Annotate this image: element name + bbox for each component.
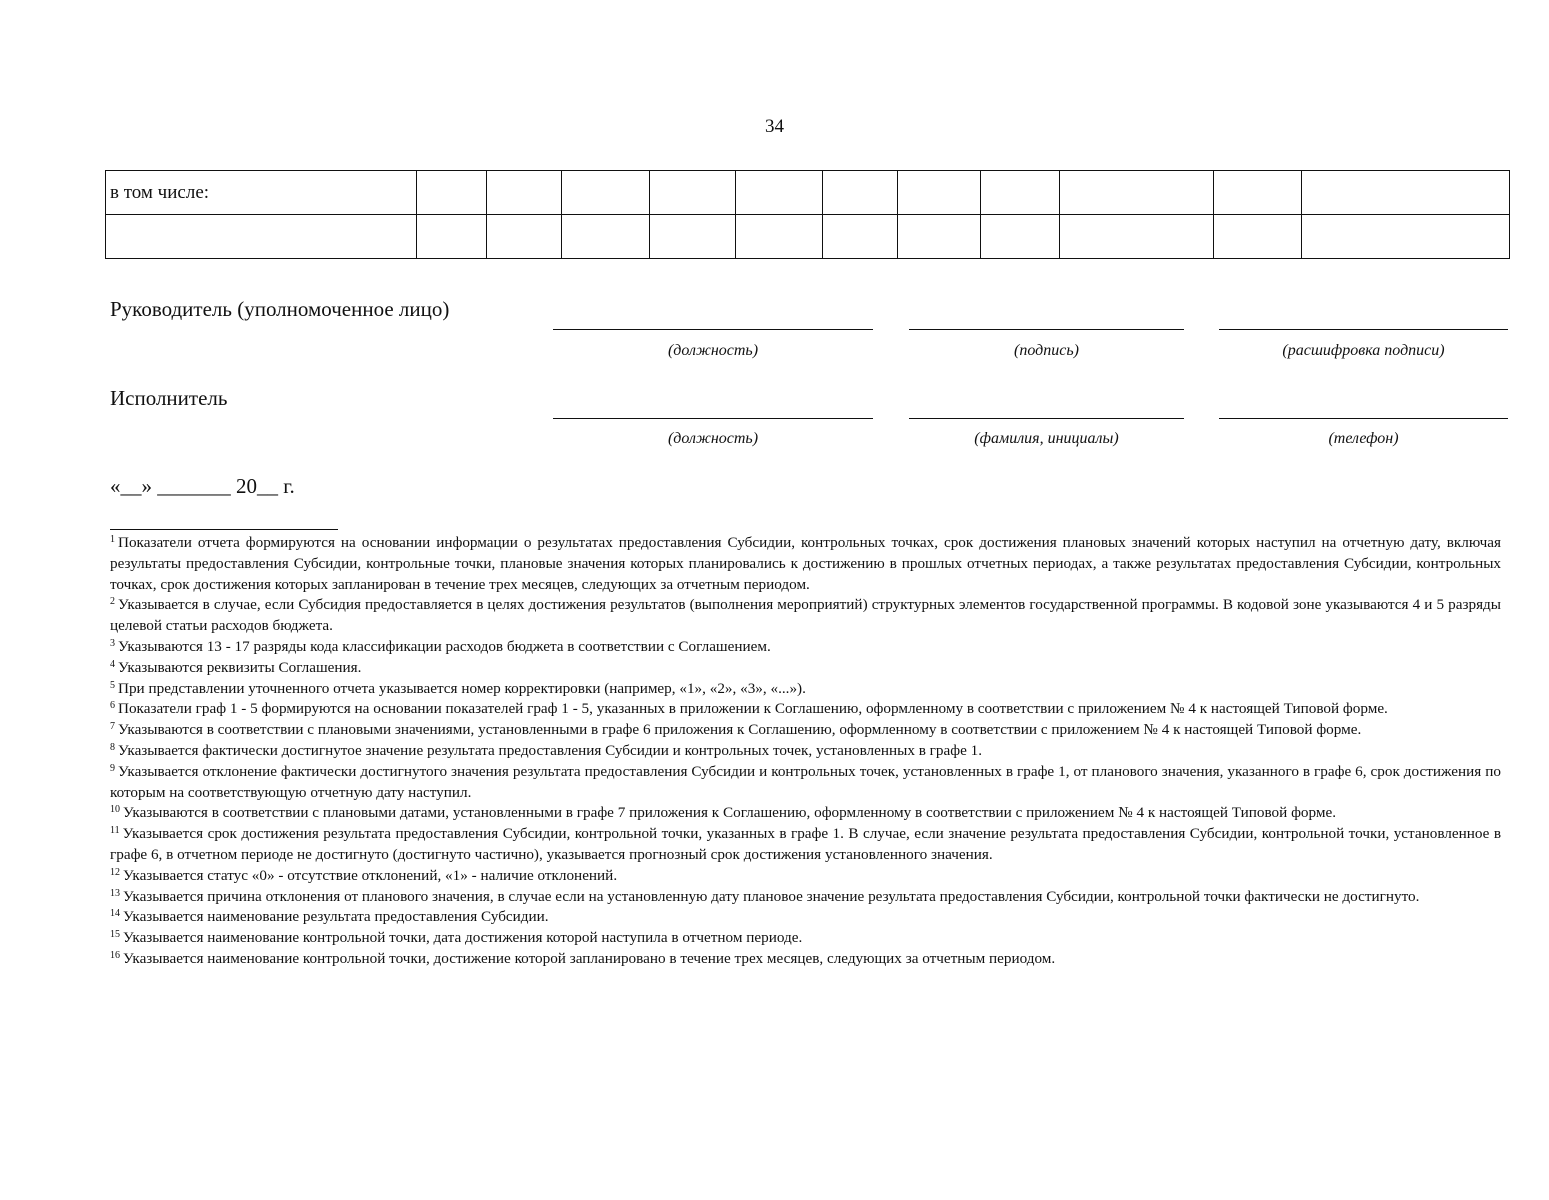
table-cell xyxy=(898,215,981,259)
footnote xyxy=(110,595,1501,637)
head-caption-position: (должность) xyxy=(667,342,759,359)
executor-caption-name: (фамилия, инициалы) xyxy=(974,430,1119,447)
footnote xyxy=(110,741,1501,762)
footnote-number: 13 xyxy=(110,887,120,899)
head-signature-line xyxy=(909,329,1184,330)
table-cell xyxy=(736,215,823,259)
table-cell xyxy=(823,171,898,215)
footnote-text: Указывается наименование результата предоставления Субсидии. xyxy=(123,908,549,926)
table-cell xyxy=(1214,215,1302,259)
footnote xyxy=(110,658,1501,679)
footnote-number: 12 xyxy=(110,866,120,878)
executor-caption-position: (должность) xyxy=(667,430,759,447)
table-cell xyxy=(823,215,898,259)
footnote-text: При представлении уточненного отчета указывается номер корректировки (например, «1», «2», «3», «...»). xyxy=(118,679,806,697)
footnote-text: Указывается причина отклонения от планового значения, в случае если на установленную дату плановое значение результата предоставления Субсидии, контрольной точки фактически не достигнуто. xyxy=(123,887,1420,905)
footnote-text: Указывается фактически достигнутое значение результата предоставления Субсидии и контрольных точек, установленных в графе 1. xyxy=(118,741,983,759)
table-cell xyxy=(1302,171,1510,215)
executor-phone-line xyxy=(1219,418,1508,419)
footnote xyxy=(110,679,1501,700)
table-row xyxy=(106,215,1510,259)
table-cell xyxy=(981,215,1060,259)
table-cell xyxy=(898,171,981,215)
footnote-number: 7 xyxy=(110,721,115,733)
table-cell: в том числе: xyxy=(106,171,417,215)
table-cell xyxy=(562,171,650,215)
footnote-number: 14 xyxy=(110,908,120,920)
report-table xyxy=(105,170,1510,259)
footnote-text: Показатели граф 1 - 5 формируются на основании показателей граф 1 - 5, указанных в приложении к Соглашению, оформленному в соответствии с приложением № 4 к настоящей Типовой форме. xyxy=(118,700,1388,718)
table-cell xyxy=(1060,215,1214,259)
footnote xyxy=(110,720,1501,741)
footnote-separator xyxy=(110,529,338,530)
footnote-text: Указываются в соответствии с плановыми значениями, установленными в графе 6 приложения к Соглашению, оформленному в соответствии с приложением № 4 к настоящей Типовой форме. xyxy=(118,721,1362,739)
footnote-number: 2 xyxy=(110,596,115,608)
footnote-number: 5 xyxy=(110,679,115,691)
footnote xyxy=(110,803,1501,824)
table-cell xyxy=(562,215,650,259)
table-cell xyxy=(1302,215,1510,259)
footnote-text: Показатели отчета формируются на основании информации о результатах предоставления Субсидии, контрольных точках, срок достижения плановых значений которых наступил на отчетную дату, включая результаты предоставления Субсидии, контрольные точки, плановые значения которых планировались к достижению в прошлых отчетных периодах, а также результатах предоставления Субсидии, контрольных точках, срок достижения которых запланирован в течение трех месяцев, следующих за отчетным периодом. xyxy=(110,534,1501,593)
page-number: 34 xyxy=(765,116,784,137)
head-caption-signature: (подпись) xyxy=(1014,342,1079,359)
table-row xyxy=(106,171,1510,215)
table-cell xyxy=(650,215,736,259)
table-cell xyxy=(981,171,1060,215)
footnote-text: Указывается наименование контрольной точки, достижение которой запланировано в течение трех месяцев, следующих за отчетным периодом. xyxy=(123,949,1056,967)
head-label: Руководитель (уполномоченное лицо) xyxy=(110,297,450,321)
footnote-number: 4 xyxy=(110,658,115,670)
footnote-number: 11 xyxy=(110,825,120,837)
footnotes xyxy=(110,533,1501,970)
table-cell xyxy=(487,215,562,259)
executor-name-line xyxy=(909,418,1184,419)
footnote xyxy=(110,928,1501,949)
footnote-text: Указывается статус «0» - отсутствие отклонений, «1» - наличие отклонений. xyxy=(123,866,618,884)
footnote-number: 16 xyxy=(110,949,120,961)
footnote xyxy=(110,637,1501,658)
executor-caption-phone: (телефон) xyxy=(1328,430,1399,447)
footnote-text: Указываются в соответствии с плановыми датами, установленными в графе 7 приложения к Соглашению, оформленному в соответствии с приложением № 4 к настоящей Типовой форме. xyxy=(123,804,1337,822)
executor-label: Исполнитель xyxy=(110,386,228,410)
table-cell xyxy=(650,171,736,215)
footnote-text: Указывается срок достижения результата предоставления Субсидии, контрольной точки, указанных в графе 1. В случае, если значение результата предоставления Субсидии, контрольной точки, установленное в графе 6, в отчетном периоде не достигнуто (достигнуто частично), указывается прогнозный срок достижения установленного значения. xyxy=(110,825,1501,863)
footnote xyxy=(110,824,1501,866)
footnote xyxy=(110,866,1501,887)
head-name-line xyxy=(1219,329,1508,330)
footnote xyxy=(110,533,1501,595)
footnote xyxy=(110,699,1501,720)
footnote xyxy=(110,949,1501,970)
footnote-number: 9 xyxy=(110,762,115,774)
footnote-number: 3 xyxy=(110,637,115,649)
footnote-text: Указывается наименование контрольной точки, дата достижения которой наступила в отчетном периоде. xyxy=(123,929,803,947)
table-cell xyxy=(417,171,487,215)
footnote-number: 1 xyxy=(110,534,115,545)
footnote-number: 8 xyxy=(110,741,115,753)
table-cell xyxy=(417,215,487,259)
footnote-number: 6 xyxy=(110,700,115,712)
table-cell xyxy=(736,171,823,215)
table-cell xyxy=(487,171,562,215)
table-cell xyxy=(106,215,417,259)
footnote xyxy=(110,907,1501,928)
footnote xyxy=(110,887,1501,908)
executor-position-line xyxy=(553,418,873,419)
head-caption-name: (расшифровка подписи) xyxy=(1282,342,1445,359)
footnote-number: 15 xyxy=(110,929,120,941)
footnote-text: Указываются 13 - 17 разряды кода классификации расходов бюджета в соответствии с Соглашением. xyxy=(118,637,771,655)
table-cell xyxy=(1214,171,1302,215)
footnote-text: Указываются реквизиты Соглашения. xyxy=(118,658,362,676)
date-line: «__» _______ 20__ г. xyxy=(110,474,295,498)
footnote-number: 10 xyxy=(110,804,120,816)
footnote-text: Указывается отклонение фактически достигнутого значения результата предоставления Субсидии и контрольных точек, установленных в графе 1, от планового значения, указанного в графе 6, срок достижения по которым на соответствующую отчетную дату наступил. xyxy=(110,762,1501,801)
table-cell xyxy=(1060,171,1214,215)
footnote-text: Указывается в случае, если Субсидия предоставляется в целях достижения результатов (выполнения мероприятий) структурных элементов государственной программы. В кодовой зоне указываются 4 и 5 разряды целевой статьи расходов бюджета. xyxy=(110,596,1501,635)
footnote xyxy=(110,762,1501,804)
head-position-line xyxy=(553,329,873,330)
